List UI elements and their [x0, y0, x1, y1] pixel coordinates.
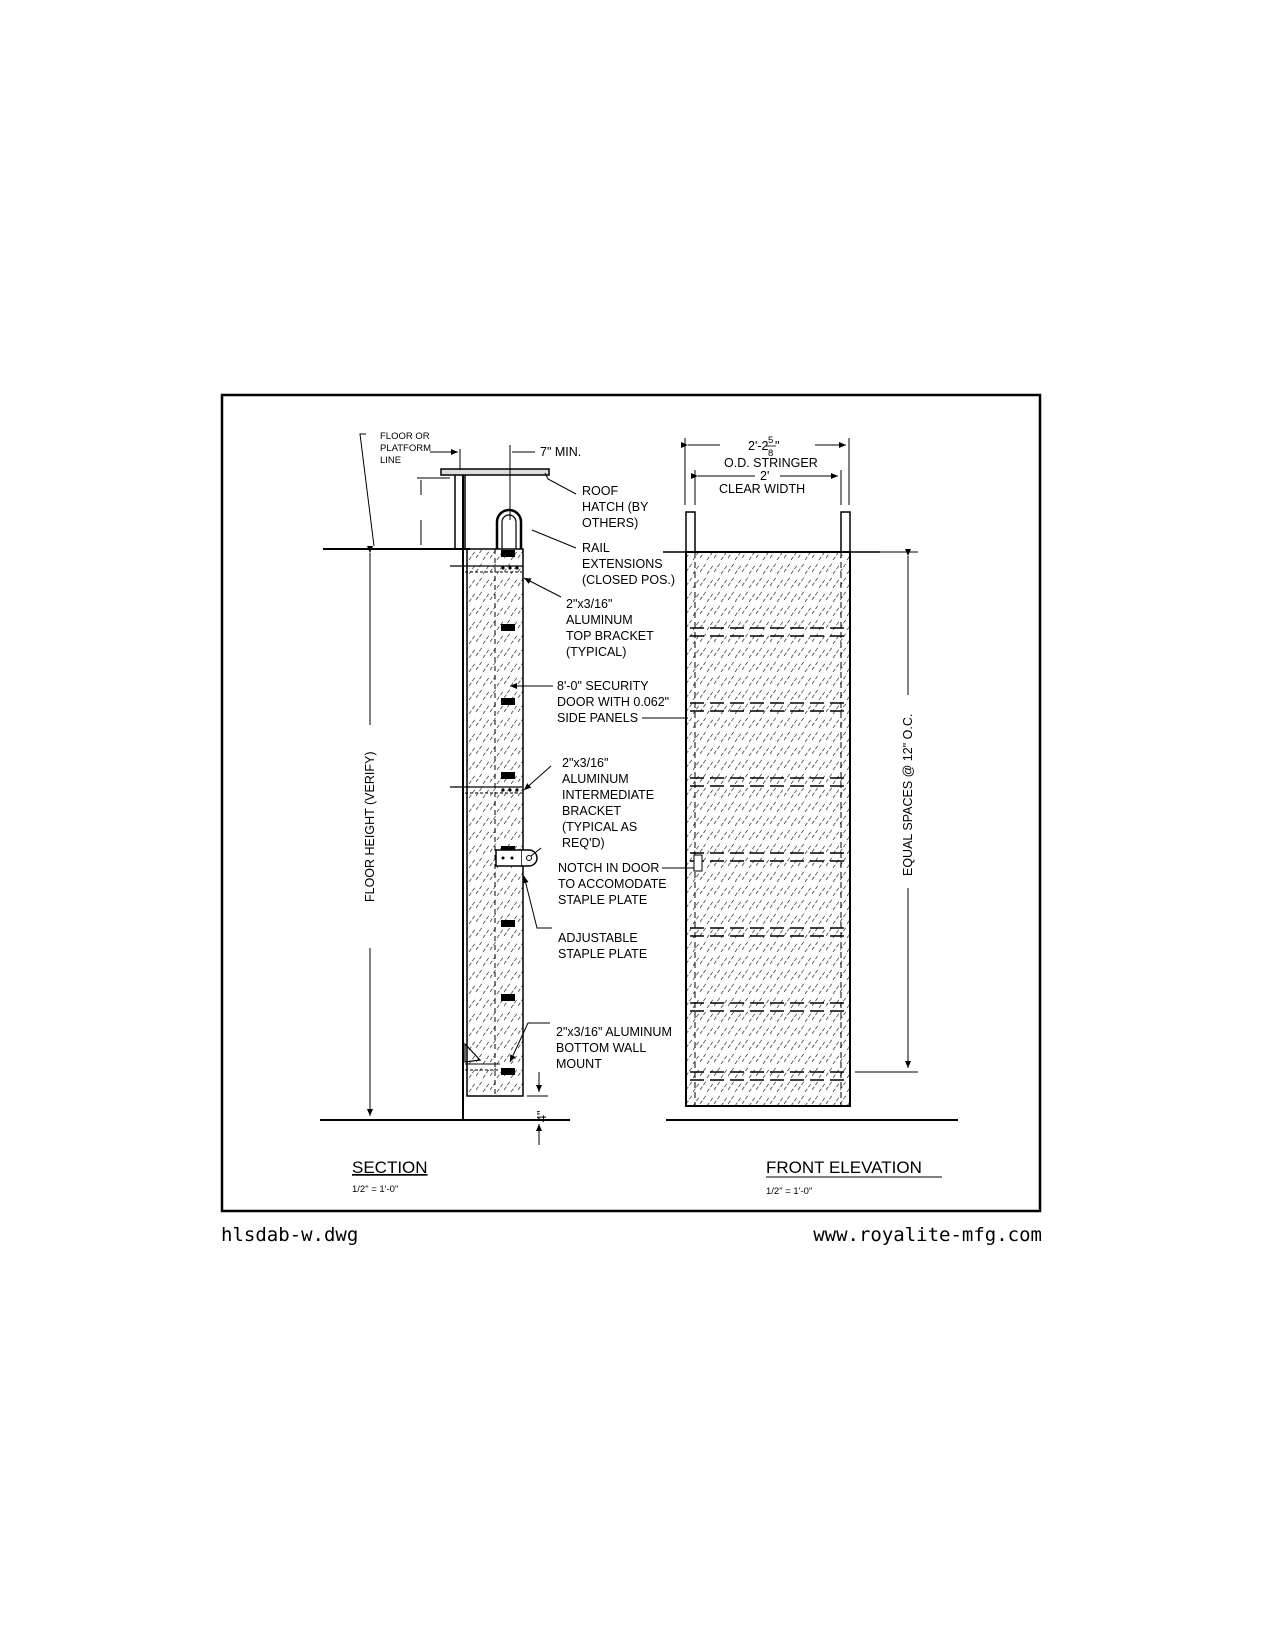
security-door-label-3: SIDE PANELS: [557, 711, 639, 725]
bottom-mount-label-1: 2"x3/16" ALUMINUM: [556, 1025, 672, 1039]
floor-height-label: FLOOR HEIGHT (VERIFY): [363, 751, 377, 902]
floor-line-label-1: FLOOR OR: [380, 431, 430, 442]
elevation-scale: 1/2" = 1'-0": [766, 1186, 813, 1197]
rail-extension: [497, 510, 521, 549]
notch-label-2: TO ACCOMODATE: [558, 877, 667, 891]
section-view: [320, 469, 570, 1120]
bottom-gap-label: 4": [535, 1110, 549, 1122]
clear-width-label: CLEAR WIDTH: [719, 482, 806, 496]
intermediate-bracket-label-4: BRACKET: [562, 804, 622, 818]
staple-plate: [496, 850, 537, 866]
bottom-mount-label-2: BOTTOM WALL: [556, 1041, 647, 1055]
top-bracket-label-2: ALUMINUM: [566, 613, 633, 627]
left-stringer-top: [686, 512, 695, 552]
top-bracket-label-4: (TYPICAL): [566, 645, 627, 659]
floor-line-label-2: PLATFORM: [380, 443, 432, 454]
od-inch-mark: ": [775, 439, 780, 453]
top-bracket-label-3: TOP BRACKET: [566, 629, 654, 643]
staple-plate-label-1: ADJUSTABLE: [558, 931, 638, 945]
od-stringer-label: O.D. STRINGER: [724, 456, 818, 470]
door-notch: [694, 855, 702, 871]
notch-label-1: NOTCH IN DOOR: [558, 861, 660, 875]
roof-hatch-label-2: HATCH (BY: [582, 500, 649, 514]
bottom-mount-label-3: MOUNT: [556, 1057, 602, 1071]
clear-dim-label: 2': [760, 469, 770, 483]
intermediate-bracket-label-2: ALUMINUM: [562, 772, 629, 786]
intermediate-bracket-label-5: (TYPICAL AS: [562, 820, 638, 834]
rail-ext-label-1: RAIL: [582, 541, 610, 555]
od-frac-den: 8: [768, 448, 774, 459]
min-clearance-label: 7" MIN.: [540, 445, 582, 459]
od-frac-num: 5: [768, 435, 774, 446]
od-dim-label: 2'-2: [748, 439, 769, 453]
roof-hatch: [441, 469, 549, 475]
website-label: www.royalite-mfg.com: [813, 1224, 1042, 1246]
elevation-title: FRONT ELEVATION: [766, 1158, 922, 1177]
filename-label: hlsdab-w.dwg: [221, 1224, 359, 1246]
security-door-panel: [686, 552, 850, 1106]
security-door-label-2: DOOR WITH 0.062": [557, 695, 670, 709]
intermediate-bracket-label-1: 2"x3/16": [562, 756, 609, 770]
security-door-label-1: 8'-0" SECURITY: [557, 679, 649, 693]
rail-ext-label-3: (CLOSED POS.): [582, 573, 676, 587]
roof-hatch-label-3: OTHERS): [582, 516, 639, 530]
section-title: SECTION: [352, 1158, 428, 1177]
section-labels: [352, 431, 696, 1195]
roof-hatch-label-1: ROOF: [582, 484, 619, 498]
staple-plate-label-2: STAPLE PLATE: [558, 947, 648, 961]
top-bracket-label-1: 2"x3/16": [566, 597, 613, 611]
spacing-label: EQUAL SPACES @ 12" O.C.: [901, 713, 915, 876]
section-scale: 1/2" = 1'-0": [352, 1184, 399, 1195]
right-stringer-top: [841, 512, 850, 552]
notch-label-3: STAPLE PLATE: [558, 893, 648, 907]
intermediate-bracket-label-6: REQ'D): [562, 836, 605, 850]
floor-line-label-3: LINE: [380, 455, 402, 466]
intermediate-bracket-label-3: INTERMEDIATE: [562, 788, 655, 802]
rail-ext-label-2: EXTENSIONS: [582, 557, 663, 571]
